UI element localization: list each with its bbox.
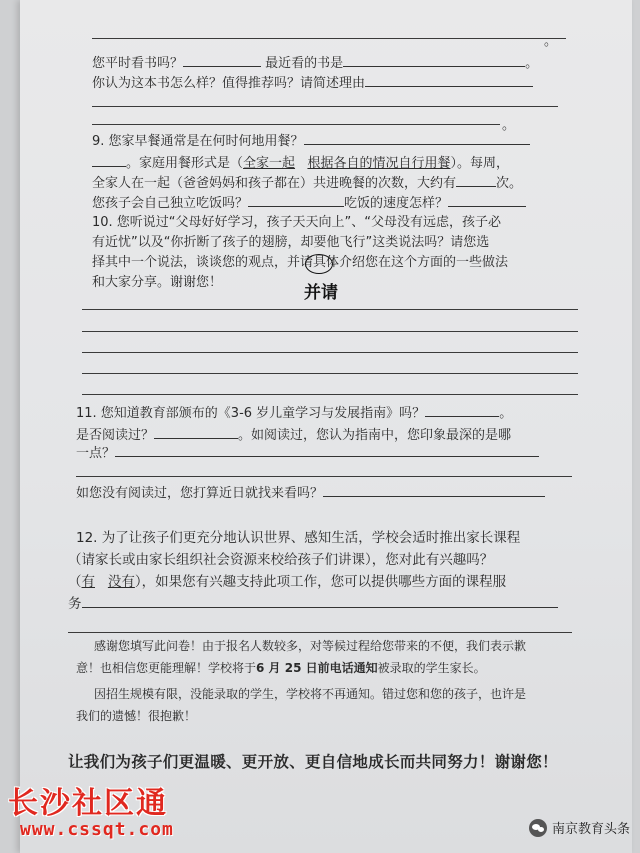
option-together[interactable]: 全家一起	[243, 156, 296, 171]
answer-blank[interactable]	[456, 172, 496, 187]
q11-line3	[76, 442, 539, 464]
notice-deadline: 6 月 25 日前电话通知	[256, 661, 378, 675]
answer-line	[92, 38, 566, 39]
answer-blank[interactable]	[304, 130, 530, 145]
account-name: 南京教育头条	[551, 822, 630, 837]
q10-line2: 有近忧”以及“你折断了孩子的翅膀，却要他飞行”这类说法吗？请您选	[92, 235, 490, 250]
answer-blank[interactable]	[343, 52, 525, 67]
answer-line[interactable]	[82, 309, 578, 310]
q11-line1: 11. 您知道教育部颁布的《3-6 岁儿童学习与发展指南》吗？ 。	[76, 402, 512, 424]
q8-line1: 您平时看书吗？ 最近看的书是 。	[92, 52, 538, 74]
q12-line3	[68, 572, 506, 592]
q8-reason-prompt: 你认为这本书怎么样？值得推荐吗？请简述理由	[92, 76, 366, 91]
wechat-icon	[529, 819, 547, 837]
watermark-url: www.cssqt.com	[20, 819, 174, 840]
paren-open: （	[68, 574, 82, 590]
answer-blank[interactable]	[82, 593, 558, 608]
closing-statement: 让我们为孩子们更温暖、更开放、更自信地成长而共同努力！谢谢您！	[68, 752, 558, 771]
notice-p1-l1: 感谢您填写此问卷！由于报名人数较多，对等候过程给您带来的不便，我们表示歉	[94, 639, 527, 653]
answer-blank[interactable]	[448, 192, 526, 207]
q11-point-prompt: 一点？	[76, 446, 116, 461]
notice-p2-l2: 我们的遗憾！很抱歉！	[76, 709, 197, 723]
q12-line4	[68, 593, 558, 614]
q9-times-unit: 次。	[496, 176, 523, 191]
answer-line[interactable]	[68, 632, 572, 633]
notice-date-prefix: 意！也相信您更能理解！学校将于	[76, 661, 257, 675]
answer-line[interactable]	[82, 331, 578, 332]
answer-line[interactable]	[82, 352, 578, 353]
answer-line[interactable]	[82, 373, 578, 374]
answer-blank[interactable]	[323, 482, 545, 497]
q9-line3	[92, 172, 522, 194]
handwritten-annotation: 并请	[304, 283, 338, 303]
q11-impression-prompt: 。如阅读过，您认为指南中，您印象最深的是哪	[238, 428, 512, 443]
q9-line1	[92, 130, 530, 152]
q9-self-eat-prompt: 您孩子会自己独立吃饭吗？	[92, 196, 249, 211]
questionnaire-page	[20, 0, 632, 853]
q8-recent-book-prompt: 最近看的书是	[265, 56, 344, 71]
answer-blank[interactable]	[115, 442, 539, 457]
notice-p1-l2	[76, 659, 486, 677]
q11-title: 11. 您知道教育部颁布的《3-6 岁儿童学习与发展指南》吗？	[76, 406, 426, 421]
q10-line1: 10. 您听说过“父母好好学习，孩子天天向上”、“父母没有远虑，孩子必	[92, 215, 502, 230]
option-yes[interactable]: 有	[81, 574, 95, 590]
q9-line4	[92, 192, 526, 214]
q9-line2	[92, 152, 509, 174]
q10-line3: 择其中一个说法，谈谈您的观点，并请具体介绍您在这个方面的一些做法	[92, 255, 509, 270]
period-mark: 。	[544, 34, 558, 49]
account-badge	[529, 818, 630, 837]
handwritten-circle	[305, 254, 333, 274]
answer-blank[interactable]	[92, 152, 126, 167]
q9-title: 9. 您家早餐通常是在何时何地用餐？	[92, 134, 304, 149]
q8-read-prompt: 您平时看书吗？	[92, 56, 184, 71]
q11-read-prompt: 是否阅读过？	[76, 428, 155, 443]
q12-course-prompt: ），如果您有兴趣支持此项工作，您可以提供哪些方面的课程服	[134, 574, 507, 590]
answer-blank[interactable]	[248, 192, 344, 207]
q11-line4	[76, 482, 545, 504]
q9-speed-prompt: 吃饭的速度怎样？	[344, 196, 449, 211]
q9-meal-form-prompt: 。家庭用餐形式是（	[126, 156, 244, 171]
answer-line[interactable]	[92, 124, 500, 125]
answer-line[interactable]	[92, 106, 558, 107]
q12-service-suffix: 务	[68, 596, 82, 612]
q8-line2	[92, 72, 533, 94]
q12-line2: （请家长或由家长组织社会资源来校给孩子们讲课），您对此有兴趣吗？	[68, 552, 494, 568]
watermark-logo: 长沙社区通	[8, 786, 168, 821]
answer-blank[interactable]	[183, 52, 261, 67]
option-no[interactable]: 没有	[107, 574, 135, 590]
q9-dinner-count-prompt: 全家人在一起（爸爸妈妈和孩子都在）共进晚餐的次数，大约有	[92, 176, 457, 191]
notice-p2-l1: 因招生规模有限，没能录取的学生，学校将不再通知。错过您和您的孩子，也许是	[94, 687, 527, 701]
answer-blank[interactable]	[154, 424, 238, 439]
period-mark: 。	[502, 118, 516, 133]
q12-line1: 12. 为了让孩子们更充分地认识世界、感知生活，学校会适时推出家长课程	[76, 530, 521, 546]
answer-line[interactable]	[76, 476, 572, 477]
q9-weekly-prompt: ）。每周，	[450, 156, 509, 171]
answer-blank[interactable]	[425, 402, 499, 417]
answer-line[interactable]	[82, 394, 578, 395]
q10-line4: 和大家分享。谢谢您！	[92, 275, 223, 290]
notice-date-suffix: 被录取的学生家长。	[377, 661, 486, 675]
q11-plan-prompt: 如您没有阅读过，您打算近日就找来看吗？	[76, 486, 324, 501]
answer-blank[interactable]	[365, 72, 533, 87]
option-separate[interactable]: 根据各自的情况自行用餐	[307, 156, 451, 171]
